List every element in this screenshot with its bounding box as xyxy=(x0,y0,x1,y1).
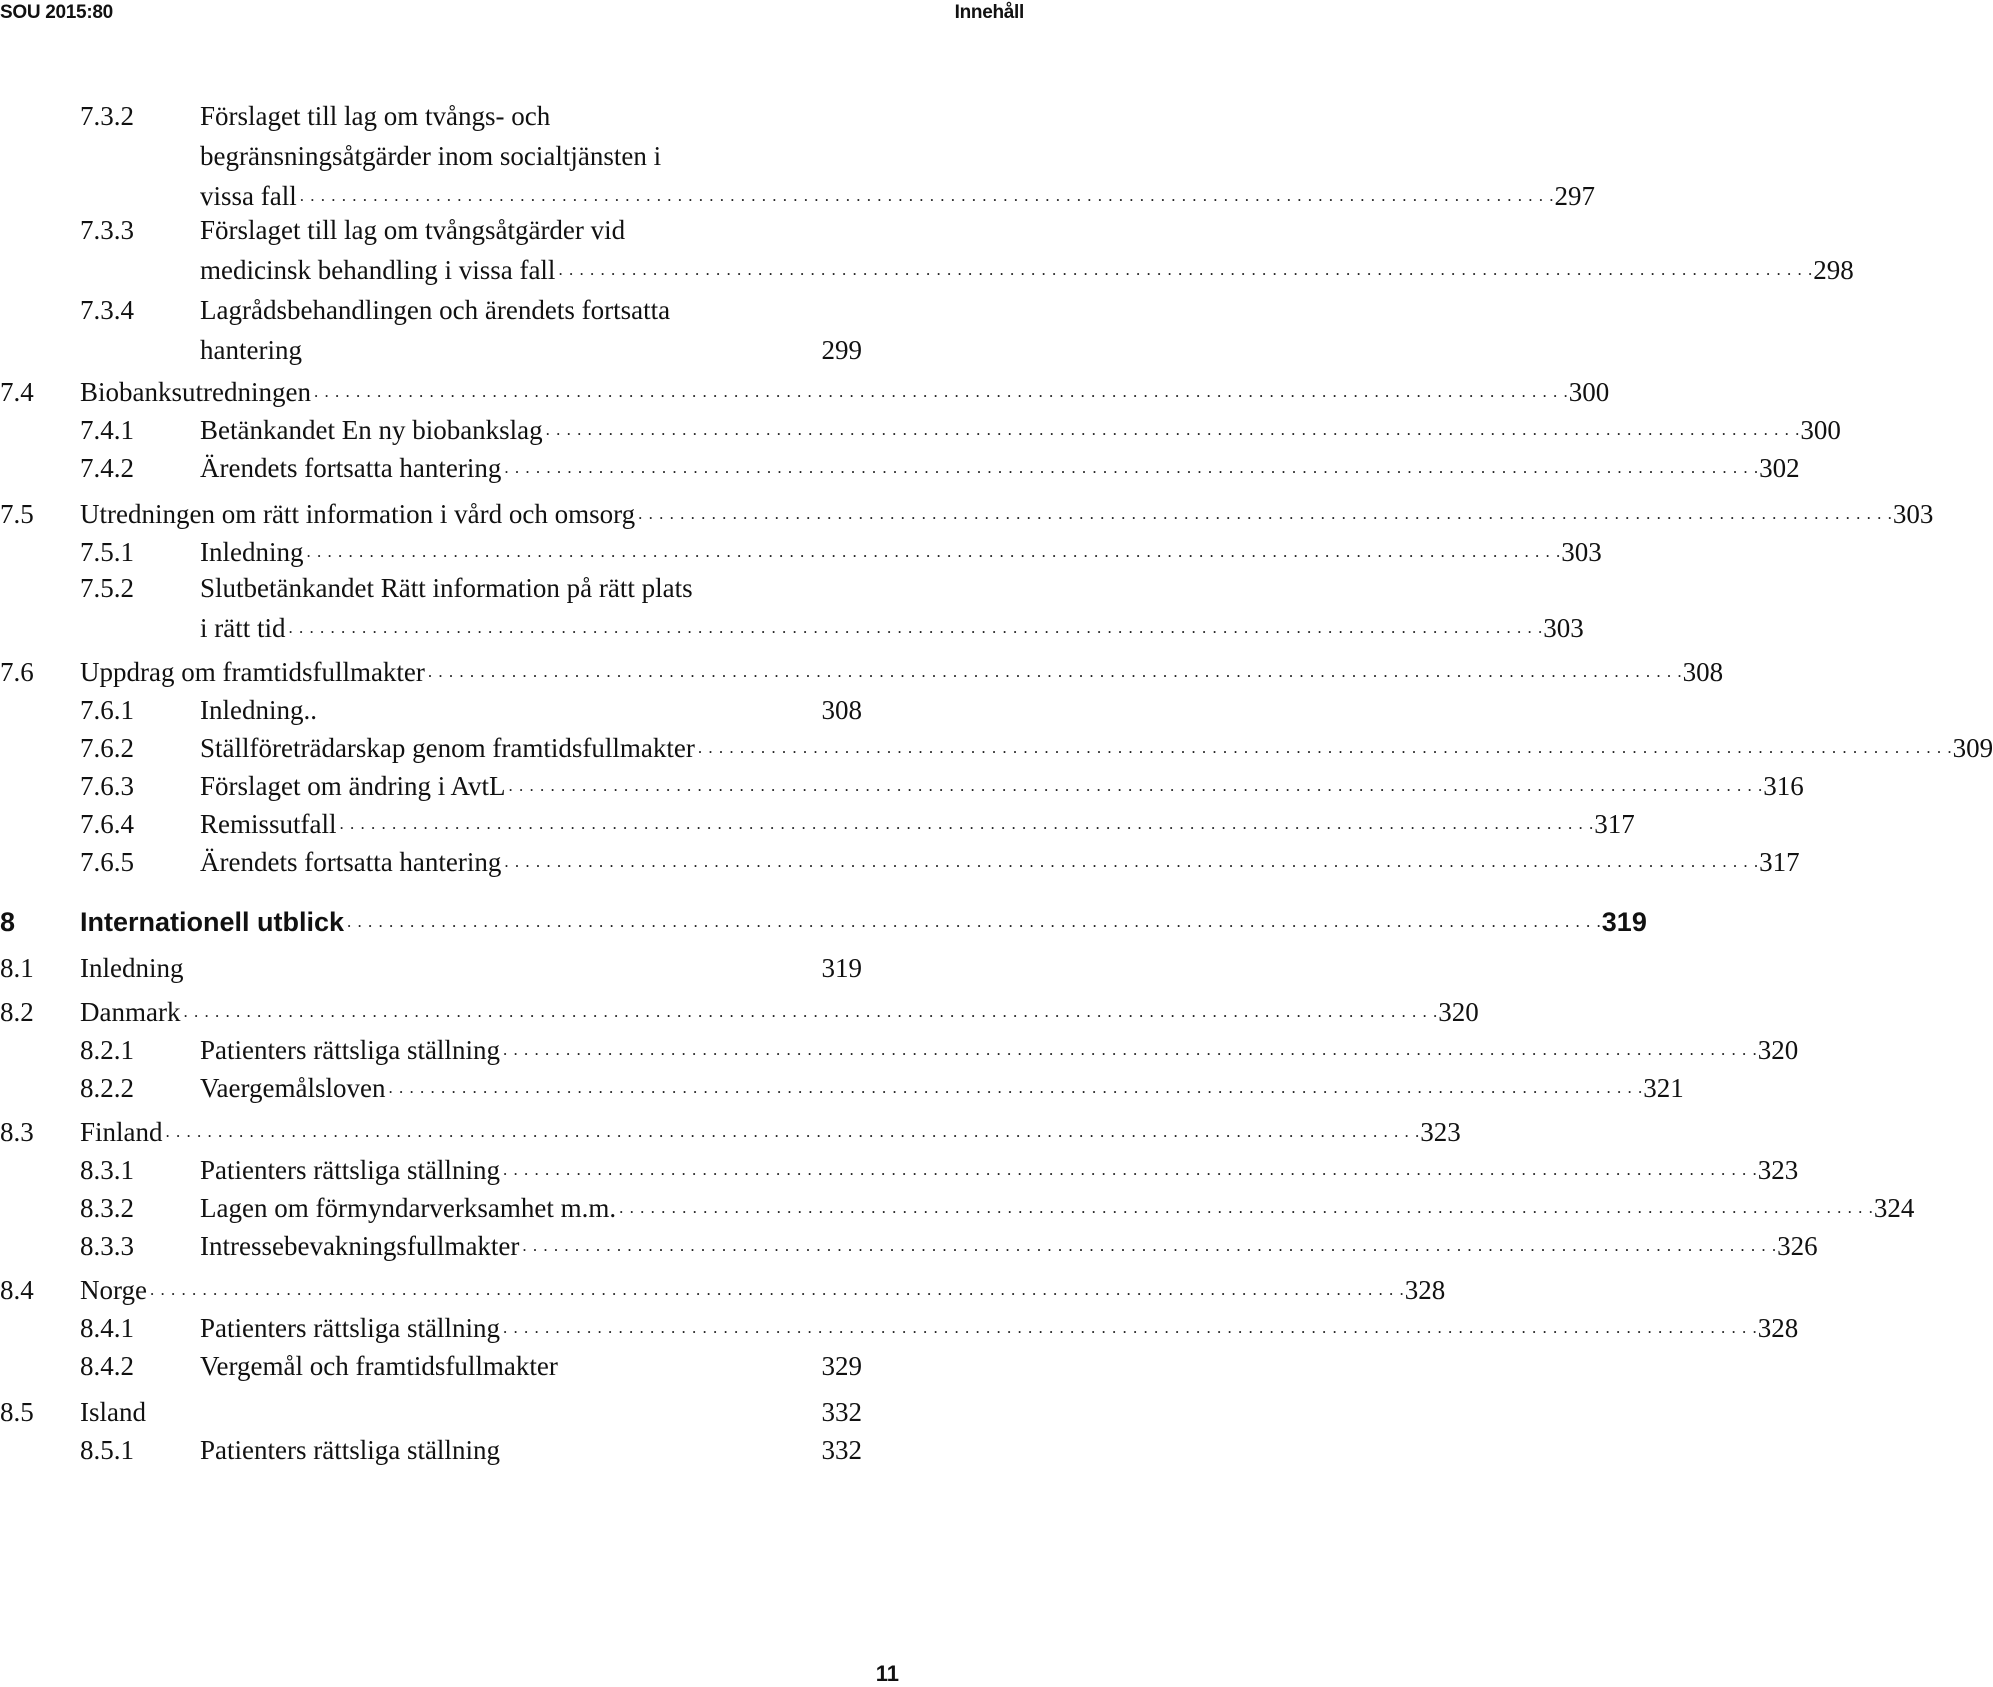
toc-entry-title: begränsningsåtgärder inom socialtjänsten i xyxy=(200,141,662,171)
toc-entry-number: 8.5 xyxy=(0,1397,34,1427)
toc-entry-number: 8.2 xyxy=(0,997,34,1027)
toc-entry-line xyxy=(0,568,862,608)
toc-entry-title: Danmark xyxy=(80,997,181,1027)
toc-entry-title: i rätt tid xyxy=(200,613,286,643)
toc-entry-title: Ärendets fortsatta hantering xyxy=(200,453,502,483)
toc-entry-title: Patienters rättsliga ställning xyxy=(200,1155,500,1185)
running-header-left: SOU 2015:80 xyxy=(0,2,113,23)
toc-entry-page: 321 xyxy=(1643,1073,1684,1103)
toc-entry-line xyxy=(0,1430,862,1470)
toc-entry-number: 7.6.1 xyxy=(80,695,134,725)
toc-entry-line xyxy=(0,804,1635,844)
toc-entry-number: 8.4.1 xyxy=(80,1313,134,1343)
leader-spacer xyxy=(302,330,822,370)
toc-entry-page: 328 xyxy=(1757,1313,1799,1343)
leader-spacer xyxy=(146,1392,822,1432)
toc-entry-title: Förslaget om ändring i AvtL xyxy=(200,771,506,801)
toc-entry-page: 316 xyxy=(1763,771,1804,801)
dot-leader: . . . . . . . . . . . . . . . . . . . . . . . . . . . . . . . . . . . . . . . . . . . . . . . . . . . . . . . . . . . . . . . . . . . . . . . . . . . . . . . . . . . . . . . . . . . . . . . . . . . . . . . . . . . . . . . . . . . . . . . . xyxy=(288,618,1544,637)
toc-entry-number: 8.3.2 xyxy=(80,1193,134,1223)
leader-spacer xyxy=(500,1430,822,1470)
toc-entry-title: Förslaget till lag om tvångsåtgärder vid xyxy=(200,215,626,245)
dot-leader: . . . . . . . . . . . . . . . . . . . . . . . . . . . . . . . . . . . . . . . . . . . . . . . . . . . . . . . . . . . . . . . . . . . . . . . . . . . . . . . . . . . . . . . . . . . . . . . . . . . . . . . . . . . . . . . . . . . . . . . . xyxy=(522,1236,1778,1255)
toc-entry-number: 8.4.2 xyxy=(80,1351,134,1381)
dot-leader: . . . . . . . . . . . . . . . . . . . . . . . . . . . . . . . . . . . . . . . . . . . . . . . . . . . . . . . . . . . . . . . . . . . . . . . . . . . . . . . . . . . . . . . . . . . . . . . . . . . . . . . . . . . . . . . . . . . . . . . . xyxy=(339,814,1595,833)
dot-leader: . . . . . . . . . . . . . . . . . . . . . . . . . . . . . . . . . . . . . . . . . . . . . . . . . . . . . . . . . . . . . . . . . . . . . . . . . . . . . . . . . . . . . . . . . . . . . . . . . . . . . . . . . . . . . . . . . . . . . . . . xyxy=(504,458,1760,477)
toc-entry-page: 300 xyxy=(1800,415,1841,445)
toc-entry-number: 8.1 xyxy=(0,953,34,983)
toc-entry-page: 309 xyxy=(1952,733,1993,763)
toc-entry-page: 303 xyxy=(1892,499,1934,529)
toc-entry-page: 303 xyxy=(1561,537,1602,567)
toc-entry-page: 308 xyxy=(1682,657,1724,687)
toc-entry-number: 7.3.4 xyxy=(80,295,134,325)
dot-leader: . . . . . . . . . . . . . . . . . . . . . . . . . . . . . . . . . . . . . . . . . . . . . . . . . . . . . . . . . . . . . . . . . . . . . . . . . . . . . . . . . . . . . . . . . . . . . . . . . . . . . . . . . . . . . . . . . . . . . . . . xyxy=(306,542,1562,561)
toc-entry-number: 7.5.2 xyxy=(80,573,134,603)
toc-entry-number: 7.4.2 xyxy=(80,453,134,483)
toc-entry-title: Inledning.. xyxy=(200,695,317,725)
toc-entry-page: 320 xyxy=(1438,997,1479,1027)
toc-entry-page: 326 xyxy=(1777,1231,1818,1261)
toc-entry-number: 7.6.3 xyxy=(80,771,134,801)
toc-entry-line xyxy=(0,948,862,988)
toc-entry-number: 8.3.3 xyxy=(80,1231,134,1261)
toc-entry-number: 7.3.3 xyxy=(80,215,134,245)
toc-entry-page: 329 xyxy=(821,1351,862,1381)
dot-leader: . . . . . . . . . . . . . . . . . . . . . . . . . . . . . . . . . . . . . . . . . . . . . . . . . . . . . . . . . . . . . . . . . . . . . . . . . . . . . . . . . . . . . . . . . . . . . . . . . . . . . . . . . . . . . . . . . . . . . . . . xyxy=(697,738,1953,757)
toc-entry-page: 317 xyxy=(1594,809,1635,839)
toc-entry-page: 297 xyxy=(1554,181,1595,211)
dot-leader: . . . . . . . . . . . . . . . . . . . . . . . . . . . . . . . . . . . . . . . . . . . . . . . . . . . . . . . . . . . . . . . . . . . . . . . . . . . . . . . . . . . . . . . . . . . . . . . . . . . . . . . . . . . . . . . . . . . . . . . . xyxy=(545,420,1801,439)
toc-entry-line xyxy=(0,210,862,250)
toc-entry-page: 298 xyxy=(1813,255,1854,285)
toc-entry-number: 7.6 xyxy=(0,657,34,687)
toc-entry-line xyxy=(0,372,1610,412)
dot-leader: . . . . . . . . . . . . . . . . . . . . . . . . . . . . . . . . . . . . . . . . . . . . . . . . . . . . . . . . . . . . . . . . . . . . . . . . . . . . . . . . . . . . . . . . . . . . . . . . . . . . . . . . . . . . . . . . . . . . . . . . xyxy=(427,662,1683,681)
toc-entry-page: 308 xyxy=(821,695,862,725)
toc-entry-title: Slutbetänkandet Rätt information på rätt plats xyxy=(200,573,693,603)
leader-spacer xyxy=(317,690,822,730)
dot-leader: . . . . . . . . . . . . . . . . . . . . . . . . . . . . . . . . . . . . . . . . . . . . . . . . . . . . . . . . . . . . . . . . . . . . . . . . . . . . . . . . . . . . . . . . . . . . . . . . . . . . . . . . . . . . . . . . . . . . . . . . xyxy=(502,1318,1758,1337)
dot-leader: . . . . . . . . . . . . . . . . . . . . . . . . . . . . . . . . . . . . . . . . . . . . . . . . . . . . . . . . . . . . . . . . . . . . . . . . . . . . . . . . . . . . . . . . . . . . . . . . . . . . . . . . . . . . . . . . . . . . . . . . xyxy=(165,1122,1421,1141)
toc-entry-title: hantering xyxy=(200,335,302,365)
toc-entry-line xyxy=(0,766,1804,806)
toc-entry-page: 319 xyxy=(821,953,862,983)
toc-entry-line xyxy=(0,1030,1799,1070)
toc-entry-page: 324 xyxy=(1873,1193,1915,1223)
toc-entry-line xyxy=(0,1270,1446,1310)
dot-leader: . . . . . . . . . . . . . . . . . . . . . . . . . . . . . . . . . . . . . . . . . . . . . . . . . . . . . . . . . . . . . . . . . . . . . . . . . . . . . . . . . . . . . . . . . . . . . . . . . . . . . . . . . . . . . . . . . . . . . . . . xyxy=(504,852,1760,871)
running-header-right: Innehåll xyxy=(954,2,1024,23)
toc-entry-title: Ärendets fortsatta hantering xyxy=(200,847,502,877)
toc-entry-page: 299 xyxy=(821,335,862,365)
toc-entry-line xyxy=(0,1150,1799,1190)
toc-entry-line xyxy=(0,1068,1684,1108)
toc-entry-number: 8 xyxy=(0,907,16,937)
toc-entry-page: 332 xyxy=(821,1397,862,1427)
toc-entry-page: 323 xyxy=(1757,1155,1799,1185)
toc-entry-line xyxy=(0,448,1800,488)
toc-entry-line xyxy=(0,652,1724,692)
dot-leader: . . . . . . . . . . . . . . . . . . . . . . . . . . . . . . . . . . . . . . . . . . . . . . . . . . . . . . . . . . . . . . . . . . . . . . . . . . . . . . . . . . . . . . . . . . . . . . . . . . . . . . . . . . . . . . . . . . . . . . . . xyxy=(347,912,1602,931)
dot-leader: . . . . . . . . . . . . . . . . . . . . . . . . . . . . . . . . . . . . . . . . . . . . . . . . . . . . . . . . . . . . . . . . . . . . . . . . . . . . . . . . . . . . . . . . . . . . . . . . . . . . . . . . . . . . . . . . . . . . . . . . xyxy=(502,1160,1758,1179)
toc-entry-title: Lagrådsbehandlingen och ärendets fortsatta xyxy=(200,295,671,325)
toc-entry-title: Patienters rättsliga ställning xyxy=(200,1035,500,1065)
toc-entry-title: Vaergemålsloven xyxy=(200,1073,386,1103)
toc-entry-page: 323 xyxy=(1420,1117,1461,1147)
toc-entry-title: Patienters rättsliga ställning xyxy=(200,1435,500,1465)
dot-leader: . . . . . . . . . . . . . . . . . . . . . . . . . . . . . . . . . . . . . . . . . . . . . . . . . . . . . . . . . . . . . . . . . . . . . . . . . . . . . . . . . . . . . . . . . . . . . . . . . . . . . . . . . . . . . . . . . . . . . . . . xyxy=(150,1280,1405,1299)
toc-entry-line xyxy=(0,608,1584,648)
leader-spacer xyxy=(558,1346,822,1386)
toc-entry-title: Biobanksutredningen xyxy=(80,377,311,407)
toc-entry-title: Uppdrag om framtidsfullmakter xyxy=(80,657,425,687)
toc-entry-number: 7.4.1 xyxy=(80,415,134,445)
toc-entry-line xyxy=(0,1188,1915,1228)
toc-entry-title: Förslaget till lag om tvångs- och xyxy=(200,101,551,131)
toc-entry-page: 320 xyxy=(1757,1035,1799,1065)
toc-entry-page: 332 xyxy=(821,1435,862,1465)
dot-leader: . . . . . . . . . . . . . . . . . . . . . . . . . . . . . . . . . . . . . . . . . . . . . . . . . . . . . . . . . . . . . . . . . . . . . . . . . . . . . . . . . . . . . . . . . . . . . . . . . . . . . . . . . . . . . . . . . . . . . . . . xyxy=(508,776,1764,795)
toc-entry-line xyxy=(0,1112,1461,1152)
toc-entry-page: 303 xyxy=(1543,613,1584,643)
toc-entry-line xyxy=(0,532,1602,572)
leader-spacer xyxy=(183,948,821,988)
toc-entry-title: Remissutfall xyxy=(200,809,337,839)
toc-entry-line xyxy=(0,992,1479,1032)
toc-entry-title: Inledning xyxy=(80,953,184,983)
toc-entry-title: Internationell utblick xyxy=(80,907,345,937)
toc-entry-title: Intressebevakningsfullmakter xyxy=(200,1231,520,1261)
dot-leader: . . . . . . . . . . . . . . . . . . . . . . . . . . . . . . . . . . . . . . . . . . . . . . . . . . . . . . . . . . . . . . . . . . . . . . . . . . . . . . . . . . . . . . . . . . . . . . . . . . . . . . . . . . . . . . . . . . . . . . . . xyxy=(502,1040,1758,1059)
toc-entry-title: Patienters rättsliga ställning xyxy=(200,1313,500,1343)
toc-entry-page: 328 xyxy=(1404,1275,1446,1305)
dot-leader: . . . . . . . . . . . . . . . . . . . . . . . . . . . . . . . . . . . . . . . . . . . . . . . . . . . . . . . . . . . . . . . . . . . . . . . . . . . . . . . . . . . . . . . . . . . . . . . . . . . . . . . . . . . . . . . . . . . . . . . . xyxy=(638,504,1893,523)
toc-entry-number: 7.4 xyxy=(0,377,34,407)
toc-entry-number: 7.5.1 xyxy=(80,537,134,567)
toc-entry-line xyxy=(0,494,1934,534)
toc-entry-number: 8.4 xyxy=(0,1275,34,1305)
dot-leader: . . . . . . . . . . . . . . . . . . . . . . . . . . . . . . . . . . . . . . . . . . . . . . . . . . . . . . . . . . . . . . . . . . . . . . . . . . . . . . . . . . . . . . . . . . . . . . . . . . . . . . . . . . . . . . . . . . . . . . . . xyxy=(388,1078,1644,1097)
toc-entry-number: 7.3.2 xyxy=(80,101,134,131)
toc-entry-line xyxy=(0,136,862,176)
toc-entry-title: Utredningen om rätt information i vård och omsorg xyxy=(80,499,636,529)
toc-entry-title: Inledning xyxy=(200,537,304,567)
toc-entry-title: Betänkandet En ny biobankslag xyxy=(200,415,543,445)
toc-entry-line xyxy=(0,1392,862,1432)
toc-entry-line xyxy=(0,1346,862,1386)
toc-entry-line xyxy=(0,902,1647,942)
toc-entry-page: 300 xyxy=(1568,377,1610,407)
dot-leader: . . . . . . . . . . . . . . . . . . . . . . . . . . . . . . . . . . . . . . . . . . . . . . . . . . . . . . . . . . . . . . . . . . . . . . . . . . . . . . . . . . . . . . . . . . . . . . . . . . . . . . . . . . . . . . . . . . . . . . . . xyxy=(183,1002,1439,1021)
toc-entry-line xyxy=(0,410,1841,450)
toc-entry-number: 8.3.1 xyxy=(80,1155,134,1185)
toc-entry-title: medicinsk behandling i vissa fall xyxy=(200,255,556,285)
toc-entry-title: Finland xyxy=(80,1117,163,1147)
dot-leader: . . . . . . . . . . . . . . . . . . . . . . . . . . . . . . . . . . . . . . . . . . . . . . . . . . . . . . . . . . . . . . . . . . . . . . . . . . . . . . . . . . . . . . . . . . . . . . . . . . . . . . . . . . . . . . . . . . . . . . . . xyxy=(299,186,1555,205)
toc-entry-number: 7.6.5 xyxy=(80,847,134,877)
toc-entry-number: 7.6.2 xyxy=(80,733,134,763)
toc-entry-line xyxy=(0,842,1800,882)
toc-entry-number: 8.3 xyxy=(0,1117,34,1147)
toc-entry-line xyxy=(0,1308,1799,1348)
toc-entry-line xyxy=(0,250,1854,290)
toc-entry-title: Norge xyxy=(80,1275,147,1305)
dot-leader: . . . . . . . . . . . . . . . . . . . . . . . . . . . . . . . . . . . . . . . . . . . . . . . . . . . . . . . . . . . . . . . . . . . . . . . . . . . . . . . . . . . . . . . . . . . . . . . . . . . . . . . . . . . . . . . . . . . . . . . . xyxy=(313,382,1569,401)
toc-entry-number: 8.2.1 xyxy=(80,1035,134,1065)
toc-entry-line xyxy=(0,1226,1818,1266)
toc-entry-title: vissa fall xyxy=(200,181,297,211)
toc-entry-number: 7.5 xyxy=(0,499,34,529)
toc-entry-number: 7.6.4 xyxy=(80,809,134,839)
toc-entry-line xyxy=(0,728,1993,768)
toc-entry-page: 302 xyxy=(1759,453,1800,483)
toc-entry-line xyxy=(0,290,862,330)
toc-entry-line xyxy=(0,96,862,136)
toc-entry-title: Island xyxy=(80,1397,146,1427)
toc-entry-line xyxy=(0,330,862,370)
toc-entry-title: Vergemål och framtidsfullmakter xyxy=(200,1351,558,1381)
dot-leader: . . . . . . . . . . . . . . . . . . . . . . . . . . . . . . . . . . . . . . . . . . . . . . . . . . . . . . . . . . . . . . . . . . . . . . . . . . . . . . . . . . . . . . . . . . . . . . . . . . . . . . . . . . . . . . . . . . . . . . . . xyxy=(558,260,1814,279)
toc-entry-number: 8.5.1 xyxy=(80,1435,134,1465)
page-number: 11 xyxy=(875,1661,899,1686)
dot-leader: . . . . . . . . . . . . . . . . . . . . . . . . . . . . . . . . . . . . . . . . . . . . . . . . . . . . . . . . . . . . . . . . . . . . . . . . . . . . . . . . . . . . . . . . . . . . . . . . . . . . . . . . . . . . . . . . . . . . . . . . xyxy=(619,1198,1874,1217)
toc-entry-title: Lagen om förmyndarverksamhet m.m. xyxy=(200,1193,617,1223)
toc-entry-page: 319 xyxy=(1601,907,1647,937)
toc-entry-title: Ställföreträdarskap genom framtidsfullmakter xyxy=(200,733,695,763)
toc-entry-page: 317 xyxy=(1759,847,1800,877)
toc-entry-number: 8.2.2 xyxy=(80,1073,134,1103)
toc-entry-line xyxy=(0,690,862,730)
